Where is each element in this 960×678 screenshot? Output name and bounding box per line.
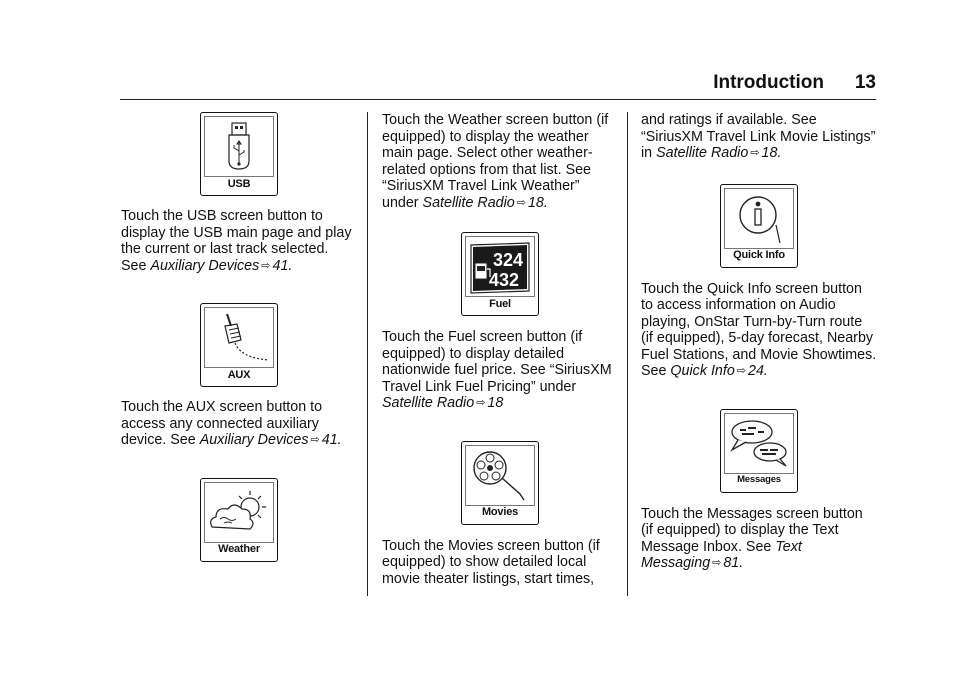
usb-text: Touch the USB screen button to display the USB main page and play the current or last track selected. See	[121, 208, 352, 274]
header-rule	[120, 99, 876, 100]
page-arrow-icon: ⇨	[516, 196, 526, 209]
weather-cloud-sun-icon	[206, 487, 272, 537]
weather-label: Weather	[218, 543, 260, 555]
column-2	[382, 112, 618, 587]
movies-cont-text: and ratings if available. See “SiriusXM Travel Link Movie Listings” in	[641, 112, 876, 161]
column-divider-2	[627, 112, 628, 596]
usb-ref-page[interactable]: 41	[272, 257, 289, 274]
fuel-ref-link[interactable]: Satellite Radio	[382, 395, 475, 411]
page-arrow-icon: ⇨	[736, 365, 747, 377]
messages-label: Messages	[737, 474, 781, 485]
aux-paragraph	[121, 399, 357, 449]
fuel-paragraph	[382, 329, 618, 412]
section-title: Introduction	[713, 72, 824, 93]
aux-end: .	[337, 432, 342, 448]
usb-ref-link[interactable]: Auxiliary Devices	[150, 257, 260, 274]
quickinfo-paragraph	[641, 281, 877, 380]
weather-button-image	[200, 478, 278, 562]
aux-ref-link[interactable]: Auxiliary Devices	[199, 432, 309, 448]
messages-end: .	[739, 555, 744, 571]
quickinfo-text: Touch the Quick Info screen button to access information on Audio playing, OnStar Turn-by-Turn route (if equipped), 5-day forecast, Nearby Fuel Stations, and Movie Showtimes. See	[641, 280, 877, 379]
movies-button-image	[461, 441, 539, 525]
usb-paragraph	[121, 208, 357, 274]
movies-ref-link[interactable]: Satellite Radio	[656, 145, 749, 161]
column-3	[641, 112, 877, 572]
movies-cont-end: .	[777, 145, 782, 161]
messages-paragraph	[641, 506, 877, 572]
fuel-text: Touch the Fuel screen button (if equipped) to display detailed nationwide fuel price. See “SiriusXM Travel Link Fuel Pricing” under	[382, 329, 612, 395]
quickinfo-end: .	[763, 363, 768, 379]
quickinfo-ref-page[interactable]: 24	[748, 363, 764, 379]
fuel-price-icon	[467, 239, 533, 295]
movies-label: Movies	[481, 506, 519, 518]
film-reel-icon	[468, 448, 532, 502]
usb-icon	[225, 121, 253, 173]
usb-label: USB	[227, 177, 251, 190]
messages-button-image	[720, 409, 798, 493]
fuel-button-image	[461, 232, 539, 316]
usb-end: .	[288, 257, 293, 274]
aux-ref-page[interactable]: 41	[321, 432, 338, 448]
quickinfo-label: Quick Info	[733, 249, 785, 261]
page-arrow-icon: ⇨	[750, 147, 760, 159]
aux-label: AUX	[227, 368, 251, 381]
movies-cont-paragraph	[641, 112, 877, 162]
fuel-digits-bottom: 432	[489, 269, 520, 290]
movies-ref-page[interactable]: 18	[761, 145, 778, 161]
movies-paragraph: Touch the Movies screen button (if equipped) to show detailed local movie theater listings, start times,	[382, 537, 600, 587]
page-number: 13	[854, 72, 876, 93]
fuel-label: Fuel	[489, 297, 511, 310]
message-bubbles-icon	[726, 416, 792, 470]
weather-ref-page[interactable]: 18	[527, 194, 544, 211]
page-arrow-icon: ⇨	[712, 557, 722, 569]
usb-button-image	[200, 112, 278, 196]
messages-ref-page[interactable]: 81	[723, 555, 740, 571]
quickinfo-ref-link[interactable]: Quick Info	[670, 363, 735, 379]
fuel-ref-page[interactable]: 18	[487, 395, 504, 411]
page-arrow-icon: ⇨	[310, 434, 320, 446]
page-header	[120, 72, 876, 98]
column-1	[121, 112, 357, 562]
weather-paragraph	[382, 112, 618, 211]
quickinfo-button-image	[720, 184, 798, 268]
page-arrow-icon: ⇨	[261, 259, 271, 272]
fuel-digits-top: 324	[493, 249, 524, 270]
aux-text: Touch the AUX screen button to access any connected auxiliary device. See	[121, 399, 323, 448]
info-icon	[734, 191, 784, 245]
weather-text: Touch the Weather screen button (if equipped) to display the weather main page. Select other weather-related options from that list. See “SiriusXM Travel Link Weather” under	[382, 112, 609, 211]
aux-button-image	[200, 303, 278, 387]
page-arrow-icon: ⇨	[476, 397, 486, 409]
messages-ref-link[interactable]: Text Messaging	[641, 538, 802, 571]
weather-ref-link[interactable]: Satellite Radio	[422, 194, 515, 211]
weather-end: .	[543, 194, 548, 211]
aux-cable-icon	[207, 310, 271, 366]
messages-text: Touch the Messages screen button (if equipped) to display the Text Message Inbox. See	[641, 505, 863, 555]
column-divider-1	[367, 112, 368, 596]
